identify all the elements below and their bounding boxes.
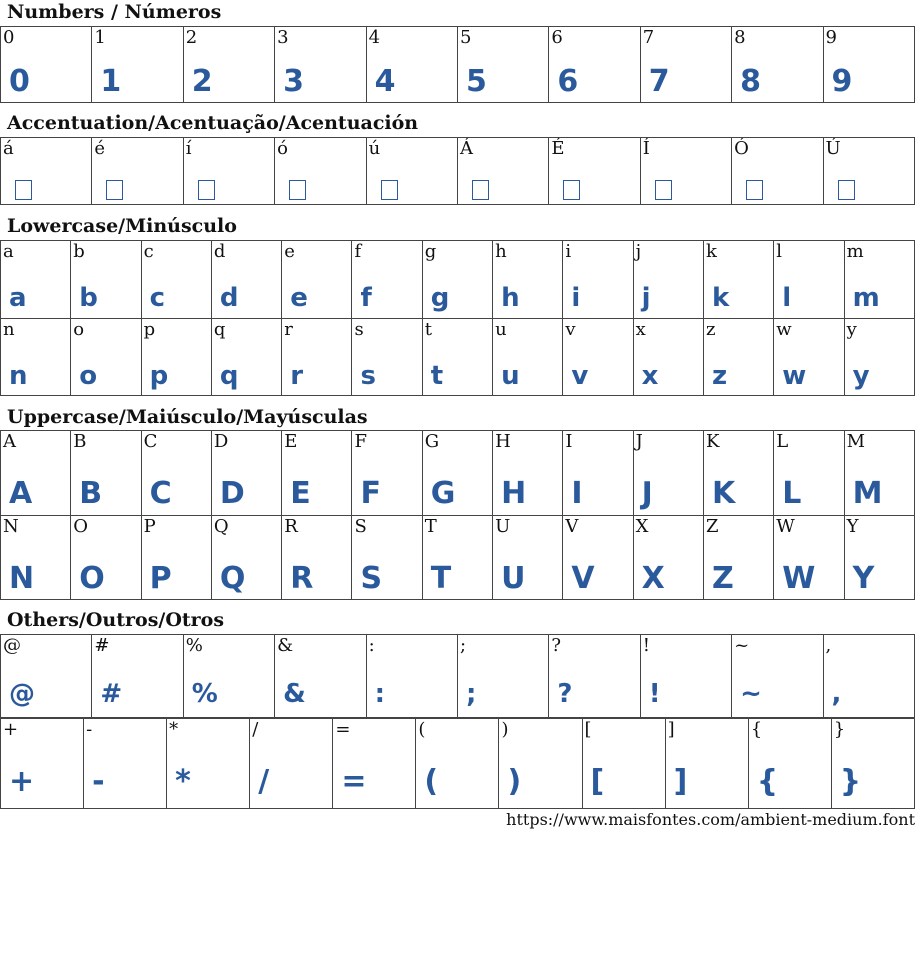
character-label: H	[495, 431, 511, 452]
glyph-cell	[211, 431, 281, 516]
font-glyph-sample: x	[641, 360, 659, 391]
glyph-cell	[665, 719, 748, 809]
missing-glyph-box	[381, 180, 398, 200]
character-label: ~	[734, 635, 750, 656]
font-glyph-sample: l	[782, 283, 792, 313]
glyph-cell	[823, 635, 914, 718]
character-label: é	[94, 138, 106, 159]
glyph-cell	[282, 241, 352, 319]
glyph-cell	[640, 27, 731, 103]
glyph-cell	[499, 719, 582, 809]
glyph-cell	[493, 241, 563, 319]
glyph-cell	[457, 138, 548, 205]
accents-table	[0, 137, 915, 205]
glyph-row	[1, 318, 915, 396]
glyph-cell	[640, 138, 731, 205]
character-label: í	[185, 138, 192, 159]
character-label: ;	[459, 635, 467, 656]
character-label: 0	[3, 27, 15, 48]
missing-glyph-box	[746, 180, 763, 200]
character-label: G	[424, 431, 440, 452]
glyph-cell	[774, 241, 844, 319]
character-label: E	[284, 431, 298, 452]
font-glyph-sample: 8	[740, 64, 761, 99]
font-glyph-sample: ?	[557, 679, 573, 709]
font-glyph-sample: R	[290, 560, 314, 596]
character-label: )	[501, 719, 509, 740]
glyph-row	[1, 515, 915, 600]
character-label: k	[705, 241, 717, 262]
font-glyph-sample: X	[641, 560, 665, 596]
character-label: 8	[734, 27, 746, 48]
missing-glyph-box	[289, 180, 306, 200]
font-glyph-sample: :	[374, 679, 385, 709]
glyph-cell	[422, 318, 492, 396]
glyph-cell	[1, 431, 71, 516]
glyph-cell	[493, 515, 563, 600]
character-label: 3	[277, 27, 289, 48]
glyph-cell	[703, 241, 773, 319]
font-glyph-sample: P	[149, 560, 172, 596]
font-glyph-sample: o	[79, 360, 98, 391]
character-label: T	[424, 515, 437, 537]
character-label: W	[776, 515, 795, 537]
glyph-cell	[563, 241, 633, 319]
character-label: -	[86, 719, 93, 740]
character-label: á	[3, 138, 14, 159]
uppercase-table	[0, 430, 915, 600]
font-glyph-sample: 0	[9, 64, 30, 99]
font-glyph-sample: B	[79, 476, 103, 511]
font-glyph-sample: /	[258, 764, 270, 799]
character-label: K	[705, 431, 720, 452]
glyph-row	[1, 138, 915, 205]
character-label: C	[143, 431, 158, 452]
font-glyph-sample: )	[507, 764, 522, 799]
font-glyph-sample: 1	[100, 64, 122, 99]
glyph-cell	[352, 318, 422, 396]
font-glyph-sample: g	[430, 283, 450, 313]
others-table-2	[0, 718, 915, 809]
font-glyph-sample: e	[290, 283, 308, 313]
font-glyph-sample: w	[782, 360, 807, 391]
glyph-cell	[92, 27, 183, 103]
glyph-cell	[774, 431, 844, 516]
glyph-cell	[774, 515, 844, 600]
character-label: y	[846, 318, 857, 340]
character-label: m	[846, 241, 864, 262]
glyph-cell	[275, 138, 366, 205]
glyph-cell	[352, 431, 422, 516]
glyph-cell	[141, 431, 211, 516]
glyph-cell	[703, 431, 773, 516]
font-glyph-sample: +	[9, 764, 35, 799]
glyph-cell	[748, 719, 831, 809]
character-label: u	[495, 318, 507, 340]
character-label: b	[73, 241, 85, 262]
font-glyph-sample: -	[92, 764, 105, 799]
font-glyph-sample: V	[571, 560, 595, 596]
character-label: !	[642, 635, 650, 656]
character-label: ,	[825, 635, 832, 656]
font-glyph-sample: ]	[673, 764, 688, 799]
missing-glyph-box	[563, 180, 580, 200]
glyph-cell	[1, 138, 92, 205]
glyph-cell	[563, 431, 633, 516]
font-glyph-sample: q	[219, 360, 239, 391]
font-glyph-sample: S	[360, 560, 383, 596]
glyph-cell	[844, 241, 914, 319]
font-glyph-sample: y	[852, 360, 870, 391]
uppercase-heading: Uppercase/Maiúsculo/Mayúsculas	[7, 406, 368, 428]
font-glyph-sample: #	[100, 679, 123, 709]
lowercase-heading: Lowercase/Minúsculo	[7, 215, 237, 237]
font-glyph-sample: k	[711, 283, 730, 313]
glyph-cell	[844, 318, 914, 396]
character-label: P	[143, 515, 156, 537]
glyph-cell	[1, 241, 71, 319]
font-glyph-sample: U	[501, 560, 526, 596]
character-label: z	[705, 318, 716, 340]
character-label: %	[185, 635, 203, 656]
font-glyph-sample: @	[9, 679, 35, 709]
character-label: +	[3, 719, 19, 740]
font-glyph-sample: c	[149, 283, 166, 313]
character-label: }	[833, 719, 846, 740]
glyph-cell	[141, 515, 211, 600]
others-heading: Others/Outros/Otros	[7, 609, 225, 631]
font-glyph-sample: 9	[831, 64, 853, 99]
character-label: {	[750, 719, 763, 740]
font-glyph-sample: {	[756, 764, 779, 799]
font-glyph-sample: A	[9, 476, 33, 511]
font-glyph-sample: t	[430, 360, 444, 391]
character-label: D	[213, 431, 229, 452]
character-label: F	[354, 431, 367, 452]
glyph-cell	[549, 635, 640, 718]
font-glyph-sample: s	[360, 360, 376, 391]
font-glyph-sample: i	[571, 283, 581, 313]
character-label: [	[584, 719, 592, 740]
font-glyph-sample: v	[571, 360, 589, 391]
font-glyph-sample: }	[839, 764, 862, 799]
character-label: L	[776, 431, 789, 452]
glyph-cell	[92, 635, 183, 718]
character-label: ú	[368, 138, 381, 159]
font-glyph-sample: *	[175, 764, 191, 799]
character-label: Á	[459, 138, 473, 159]
font-glyph-sample: u	[501, 360, 520, 391]
glyph-cell	[633, 318, 703, 396]
glyph-cell	[167, 719, 250, 809]
character-label: S	[354, 515, 367, 537]
glyph-cell	[211, 318, 281, 396]
font-glyph-sample: 3	[283, 64, 305, 99]
missing-glyph-box	[15, 180, 32, 200]
glyph-cell	[71, 318, 141, 396]
glyph-cell	[211, 241, 281, 319]
character-label: X	[635, 515, 649, 537]
font-glyph-sample: M	[852, 476, 883, 511]
glyph-cell	[457, 27, 548, 103]
font-glyph-sample: ,	[831, 679, 842, 709]
font-glyph-sample: Q	[219, 560, 246, 596]
character-label: Q	[213, 515, 229, 537]
character-label: &	[277, 635, 294, 656]
character-label: p	[143, 318, 156, 340]
glyph-cell	[141, 318, 211, 396]
glyph-cell	[1, 27, 92, 103]
glyph-cell	[844, 515, 914, 600]
font-glyph-sample: 5	[465, 64, 487, 99]
glyph-cell	[141, 241, 211, 319]
font-glyph-sample: r	[290, 360, 304, 391]
font-glyph-sample: (	[424, 764, 439, 799]
glyph-cell	[549, 138, 640, 205]
font-glyph-sample: D	[219, 476, 245, 511]
font-glyph-sample: j	[641, 283, 651, 313]
glyph-cell	[1, 515, 71, 600]
character-label: I	[565, 431, 573, 452]
character-label: g	[424, 241, 437, 262]
glyph-row	[1, 719, 915, 809]
glyph-row	[1, 635, 915, 718]
glyph-cell	[250, 719, 333, 809]
accents-heading: Accentuation/Acentuação/Acentuación	[7, 112, 419, 134]
character-label: V	[565, 515, 579, 537]
character-label: 1	[94, 27, 106, 48]
character-label: 2	[185, 27, 198, 48]
character-label: U	[495, 515, 511, 537]
character-label: ?	[551, 635, 561, 656]
glyph-cell	[275, 635, 366, 718]
glyph-cell	[823, 138, 914, 205]
glyph-cell	[352, 241, 422, 319]
glyph-cell	[633, 515, 703, 600]
glyph-cell	[92, 138, 183, 205]
font-glyph-sample: 2	[191, 64, 213, 99]
font-glyph-sample: F	[360, 476, 381, 511]
font-glyph-sample: H	[501, 476, 527, 511]
font-glyph-sample: 7	[648, 64, 670, 99]
character-label: l	[776, 241, 783, 262]
glyph-cell	[366, 27, 457, 103]
glyph-cell	[633, 431, 703, 516]
font-glyph-sample: Y	[852, 560, 875, 596]
character-label: n	[3, 318, 15, 340]
character-label: v	[565, 318, 576, 340]
font-glyph-sample: E	[290, 476, 311, 511]
character-label: :	[368, 635, 375, 656]
glyph-cell	[732, 635, 823, 718]
character-label: B	[73, 431, 87, 452]
glyph-cell	[493, 318, 563, 396]
glyph-cell	[493, 431, 563, 516]
character-label: O	[73, 515, 89, 537]
character-label: 5	[459, 27, 472, 48]
glyph-cell	[71, 431, 141, 516]
font-glyph-sample: &	[283, 679, 306, 709]
character-label: /	[252, 719, 259, 740]
glyph-row	[1, 27, 915, 103]
character-label: A	[3, 431, 16, 452]
glyph-cell	[457, 635, 548, 718]
character-label: f	[354, 241, 362, 262]
font-glyph-sample: ;	[465, 679, 477, 709]
font-glyph-sample: I	[571, 476, 583, 511]
font-glyph-sample: n	[9, 360, 28, 391]
font-glyph-sample: L	[782, 476, 802, 511]
character-label: 4	[368, 27, 381, 48]
font-glyph-sample: ~	[740, 679, 762, 709]
character-label: h	[495, 241, 507, 262]
glyph-cell	[831, 719, 914, 809]
character-label: @	[3, 635, 21, 656]
character-label: #	[94, 635, 110, 656]
font-glyph-sample: %	[191, 679, 218, 709]
character-label: d	[213, 241, 226, 262]
glyph-cell	[71, 515, 141, 600]
glyph-cell	[563, 515, 633, 600]
glyph-cell	[703, 318, 773, 396]
glyph-cell	[774, 318, 844, 396]
glyph-cell	[211, 515, 281, 600]
font-glyph-sample: J	[641, 476, 653, 511]
glyph-cell	[732, 27, 823, 103]
character-label: J	[635, 431, 643, 452]
glyph-cell	[282, 318, 352, 396]
others-table-1	[0, 634, 915, 718]
character-label: 6	[551, 27, 563, 48]
font-glyph-sample: a	[9, 283, 27, 313]
glyph-cell	[1, 719, 84, 809]
character-label: ó	[277, 138, 289, 159]
font-glyph-sample: N	[9, 560, 35, 596]
glyph-cell	[582, 719, 665, 809]
glyph-cell	[703, 515, 773, 600]
glyph-cell	[183, 138, 274, 205]
character-label: 9	[825, 27, 837, 48]
glyph-cell	[333, 719, 416, 809]
glyph-cell	[282, 431, 352, 516]
font-glyph-sample: G	[430, 476, 456, 511]
character-label: *	[169, 719, 179, 740]
missing-glyph-box	[838, 180, 855, 200]
character-label: e	[284, 241, 295, 262]
missing-glyph-box	[106, 180, 123, 200]
character-label: q	[213, 318, 226, 340]
character-label: x	[635, 318, 646, 340]
character-label: ]	[667, 719, 675, 740]
glyph-cell	[1, 318, 71, 396]
character-label: Ú	[825, 138, 841, 159]
glyph-cell	[366, 635, 457, 718]
character-label: r	[284, 318, 293, 340]
glyph-cell	[71, 241, 141, 319]
character-label: w	[776, 318, 792, 340]
glyph-cell	[275, 27, 366, 103]
numbers-table	[0, 26, 915, 103]
character-label: N	[3, 515, 19, 537]
font-glyph-sample: z	[711, 360, 728, 391]
font-glyph-sample: 6	[557, 64, 579, 99]
glyph-cell	[366, 138, 457, 205]
font-glyph-sample: W	[782, 560, 816, 596]
font-glyph-sample: p	[149, 360, 169, 391]
font-glyph-sample: b	[79, 283, 98, 313]
character-label: Í	[642, 138, 650, 159]
character-label: Z	[705, 515, 719, 537]
glyph-cell	[563, 318, 633, 396]
missing-glyph-box	[198, 180, 215, 200]
glyph-cell	[422, 241, 492, 319]
glyph-cell	[1, 635, 92, 718]
font-glyph-sample: !	[648, 679, 661, 709]
character-label: j	[635, 241, 642, 262]
lowercase-table	[0, 240, 915, 396]
character-label: s	[354, 318, 364, 340]
glyph-cell	[422, 431, 492, 516]
character-label: 7	[642, 27, 655, 48]
character-label: o	[73, 318, 85, 340]
character-label: c	[143, 241, 154, 262]
font-glyph-sample: C	[149, 476, 172, 511]
character-label: É	[551, 138, 565, 159]
font-glyph-sample: O	[79, 560, 105, 596]
glyph-cell	[844, 431, 914, 516]
font-glyph-sample: d	[219, 283, 239, 313]
font-glyph-sample: K	[711, 476, 736, 511]
font-glyph-sample: Z	[711, 560, 734, 596]
glyph-cell	[422, 515, 492, 600]
glyph-row	[1, 241, 915, 319]
glyph-cell	[84, 719, 167, 809]
character-label: =	[335, 719, 351, 740]
glyph-cell	[549, 27, 640, 103]
missing-glyph-box	[472, 180, 489, 200]
character-label: (	[418, 719, 426, 740]
font-glyph-sample: h	[501, 283, 520, 313]
character-label: Y	[846, 515, 859, 537]
glyph-cell	[732, 138, 823, 205]
glyph-cell	[183, 635, 274, 718]
character-label: t	[424, 318, 433, 340]
character-label: i	[565, 241, 572, 262]
character-label: a	[3, 241, 14, 262]
glyph-cell	[282, 515, 352, 600]
character-label: M	[846, 431, 865, 452]
font-glyph-sample: T	[430, 560, 452, 596]
missing-glyph-box	[655, 180, 672, 200]
font-glyph-sample: [	[590, 764, 605, 799]
glyph-row	[1, 431, 915, 516]
glyph-cell	[183, 27, 274, 103]
font-glyph-sample: f	[360, 283, 372, 313]
glyph-cell	[416, 719, 499, 809]
glyph-cell	[823, 27, 914, 103]
numbers-heading: Numbers / Números	[7, 1, 222, 23]
glyph-cell	[633, 241, 703, 319]
source-url: https://www.maisfontes.com/ambient-medium.font	[506, 810, 915, 829]
font-glyph-sample: 4	[374, 64, 396, 99]
glyph-cell	[352, 515, 422, 600]
font-glyph-sample: m	[852, 283, 880, 313]
character-label: R	[284, 515, 298, 537]
font-glyph-sample: =	[341, 764, 367, 799]
character-label: Ó	[734, 138, 749, 159]
glyph-cell	[640, 635, 731, 718]
